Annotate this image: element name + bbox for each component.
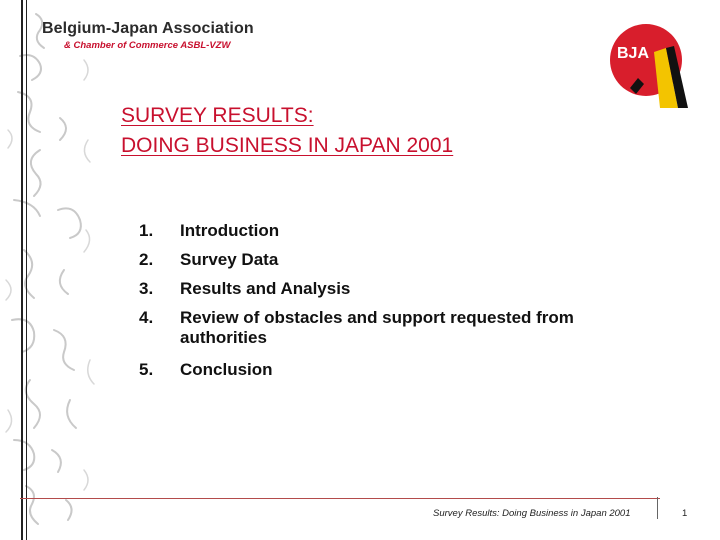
list-item xyxy=(139,279,659,299)
list-item-text: Conclusion xyxy=(180,360,273,379)
list-item-number: 1. xyxy=(139,221,154,240)
logo-text: BJA xyxy=(617,45,650,62)
list-item-number: 2. xyxy=(139,250,154,269)
list-item-number: 5. xyxy=(139,360,154,379)
association-subtitle: & Chamber of Commerce ASBL-VZW xyxy=(64,40,231,51)
footer-divider xyxy=(20,498,660,499)
footer-caption: Survey Results: Doing Business in Japan 2001 xyxy=(433,508,631,519)
association-name: Belgium-Japan Association xyxy=(42,20,254,37)
list-item xyxy=(139,308,659,348)
list-item xyxy=(139,250,659,270)
list-item-number: 4. xyxy=(139,308,154,327)
list-item-text: Review of obstacles and support requested from authorities xyxy=(180,308,574,347)
title-line-1: SURVEY RESULTS: xyxy=(121,104,314,127)
table-of-contents xyxy=(139,221,659,389)
list-item-number: 3. xyxy=(139,279,154,298)
calligraphy-background xyxy=(0,0,104,540)
footer-separator xyxy=(657,497,658,519)
list-item-text: Results and Analysis xyxy=(180,279,351,298)
list-item xyxy=(139,360,659,380)
list-item xyxy=(139,221,659,241)
title-line-2: DOING BUSINESS IN JAPAN 2001 xyxy=(121,134,454,157)
slide-title xyxy=(121,101,453,161)
list-item-text: Survey Data xyxy=(180,250,279,269)
left-vertical-rule xyxy=(21,0,23,540)
bja-logo xyxy=(604,18,694,108)
page-number: 1 xyxy=(682,508,688,519)
list-item-text: Introduction xyxy=(180,221,280,240)
left-vertical-rule-inner xyxy=(26,0,27,540)
